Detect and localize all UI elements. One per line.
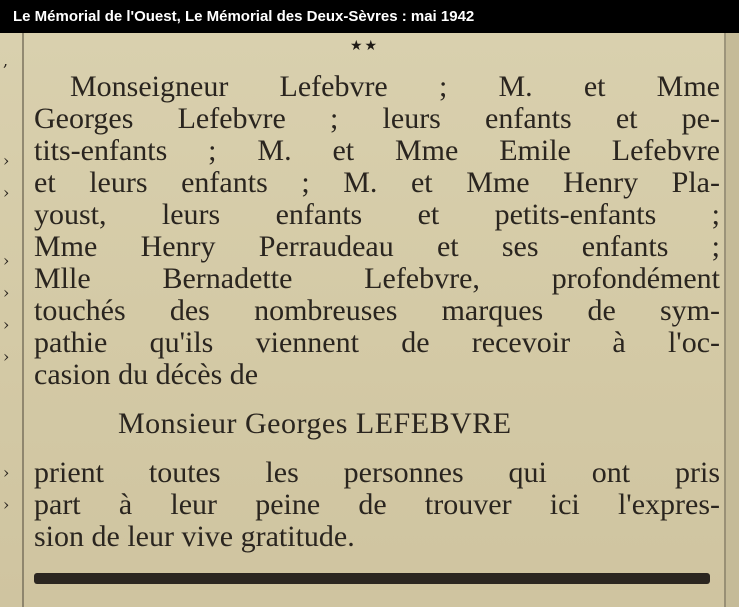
text-line: Monseigneur Lefebvre ; M. et Mme [70,70,720,103]
ornament-stars: ★★ [350,38,380,54]
text-line: tits-enfants ; M. et Mme Emile Lefebvre [34,134,720,167]
text-line: Georges Lefebvre ; leurs enfants et pe- [34,102,720,135]
text-line: pathie qu'ils viennent de recevoir à l'oc- [34,326,720,359]
text-line: touchés des nombreuses marques de sym- [34,294,720,327]
right-margin-strip [726,33,739,607]
newspaper-clipping [0,33,739,607]
margin-mark: › [3,151,10,170]
text-line: sion de leur vive gratitude. [34,520,355,553]
margin-mark: › [3,251,10,270]
margin-mark: › [3,495,10,514]
text-line: part à leur peine de trouver ici l'expres- [34,488,720,521]
left-column-rule [22,33,24,607]
text-line: youst, leurs enfants et petits-enfants ; [34,198,720,231]
text-line: Mlle Bernadette Lefebvre, profondément [34,262,720,295]
margin-mark: › [3,183,10,202]
text-line: et leurs enfants ; M. et Mme Henry Pla- [34,166,720,199]
margin-mark: › [3,347,10,366]
deceased-name: Monsieur Georges LEFEBVRE [118,407,512,440]
text-line: prient toutes les personnes qui ont pris [34,456,720,489]
text-line: casion du décès de [34,358,259,391]
margin-mark: › [3,315,10,334]
margin-mark: › [3,283,10,302]
margin-mark: › [3,463,10,482]
margin-mark: , [3,51,9,70]
page-title: Le Mémorial de l'Ouest, Le Mémorial des Deux-Sèvres : mai 1942 [0,0,739,33]
text-line: Mme Henry Perraudeau et ses enfants ; [34,230,720,263]
bottom-divider-rule [34,573,710,584]
